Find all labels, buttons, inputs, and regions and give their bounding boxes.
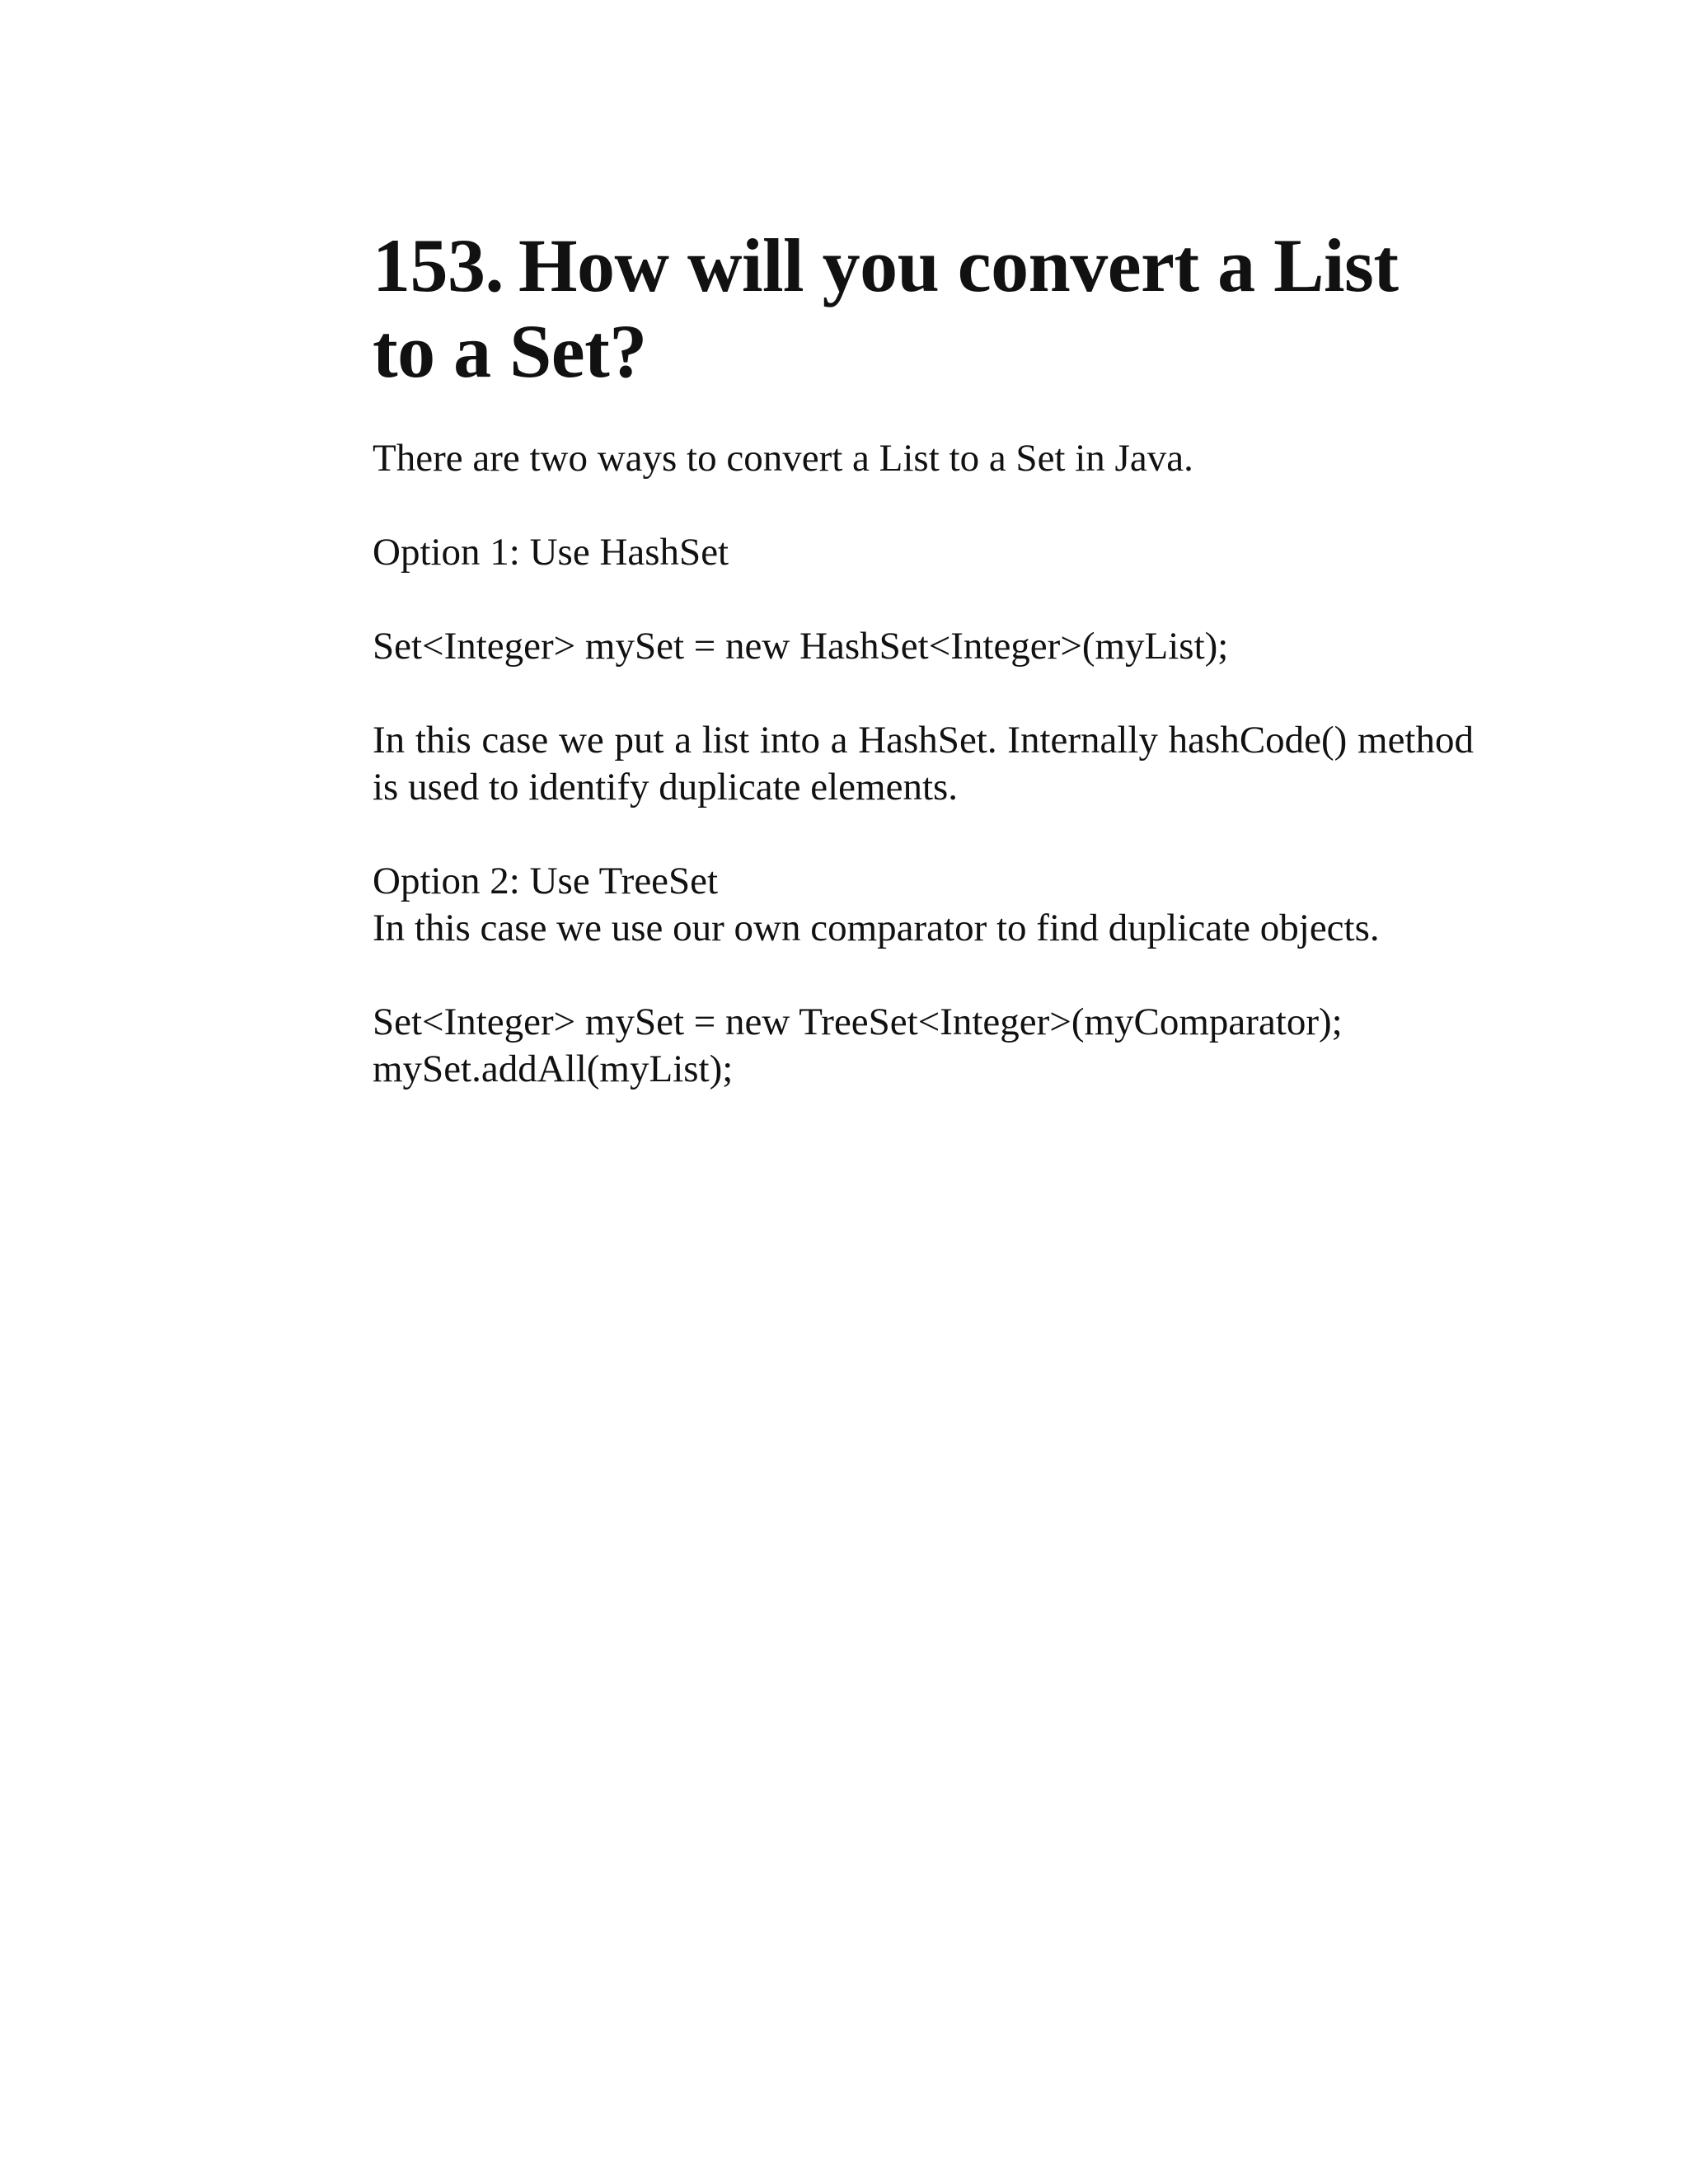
- spacer: [373, 670, 1474, 717]
- option1-label: Option 1: Use HashSet: [373, 531, 729, 574]
- option2-code-line1: Set<Integer> mySet = new TreeSet<Integer>(myComparator);: [373, 1001, 1343, 1043]
- intro-paragraph: There are two ways to convert a List to a Set in Java.: [373, 437, 1193, 480]
- option2-explanation: In this case we use our own comparator to find duplicate objects.: [373, 907, 1380, 949]
- spacer: [373, 482, 1474, 529]
- question-title: How will you convert a List to a Set?: [373, 223, 1399, 393]
- spacer: [373, 394, 1474, 435]
- spacer: [373, 811, 1474, 858]
- option2-code-line2: mySet.addAll(myList);: [373, 1047, 734, 1090]
- question-number: 153.: [373, 223, 504, 307]
- page-content: [373, 223, 1474, 1093]
- question-heading: [373, 223, 1474, 394]
- option2-label: Option 2: Use TreeSet: [373, 860, 719, 902]
- spacer: [373, 952, 1474, 999]
- option1-code: Set<Integer> mySet = new HashSet<Integer>(myList);: [373, 625, 1229, 668]
- spacer: [373, 576, 1474, 623]
- option1-explanation: In this case we put a list into a HashSet. Internally hashCode() method is used to identify duplicate elements.: [373, 719, 1474, 808]
